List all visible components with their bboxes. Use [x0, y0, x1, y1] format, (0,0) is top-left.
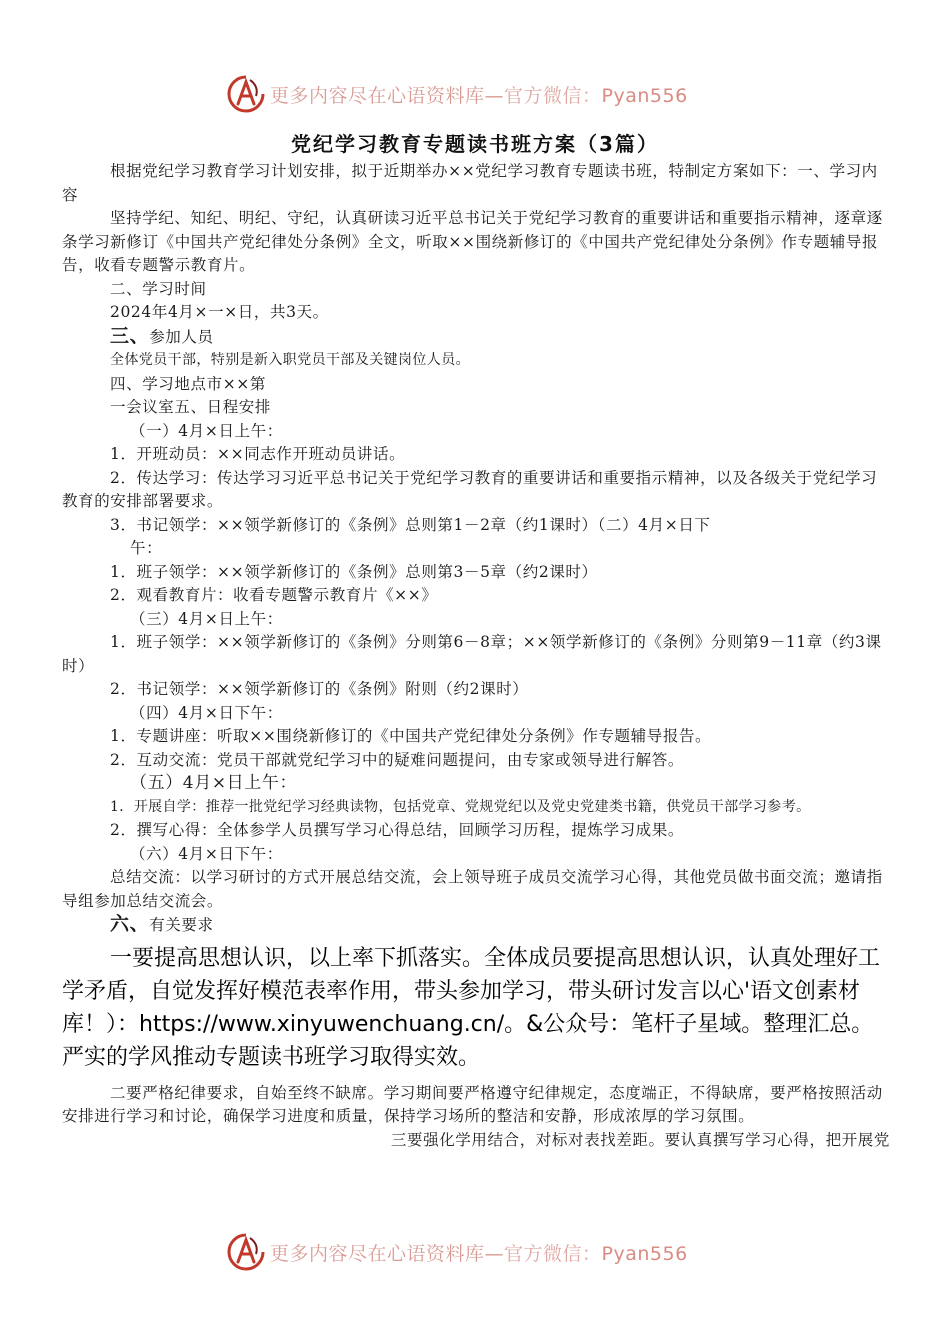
heading-participants — [62, 325, 890, 350]
schedule-item: 午： — [130, 539, 163, 557]
schedule-item: 2．书记领学：××领学新修订的《条例》附则（约2课时） — [110, 680, 529, 698]
heading-number: 三、 — [110, 324, 150, 347]
schedule-item: 1．班子领学：××领学新修订的《条例》分则第6－8章；××领学新修订的《条例》分则第9－11章（约3课时） — [62, 633, 882, 675]
schedule-item: 总结交流：以学习研讨的方式开展总结交流，会上领导班子成员交流学习心得，其他党员做书面交流；邀请指导组参加总结交流会。 — [62, 868, 883, 910]
schedule-day1: （一）4月×日上午： — [130, 421, 283, 440]
banner-wechat-id: Pyan556 — [601, 1242, 688, 1265]
banner-wechat-label: 官方微信： — [504, 84, 602, 107]
heading-text: 参加人员 — [149, 327, 214, 346]
schedule-item: 1．开展自学：推荐一批党纪学习经典读物，包括党章、党规党纪以及党史党建类书籍，供党员干部学习参考。 — [110, 798, 811, 815]
banner-text — [270, 1239, 688, 1266]
logo-icon — [226, 74, 266, 114]
banner-dash: — — [484, 84, 505, 107]
schedule-item: 2．撰写心得：全体参学人员撰写学习心得总结，回顾学习历程，提炼学习成果。 — [110, 821, 684, 839]
banner-wechat-id: Pyan556 — [601, 84, 688, 107]
requirement-1: 一要提高思想认识，以上率下抓落实。全体成员要提高思想认识，认真处理好工学矛盾，自觉发挥好模范表率作用，带头参加学习，带头研讨发言以心'语文创素材库！）：https://www.xinyuwenchuang.cn/。&公众号：笔杆子星域。整理汇总。严实的学风推动专题读书班学习取得实效。 — [62, 945, 881, 1070]
schedule-item: 3．书记领学：××领学新修订的《条例》总则第1－2章（约1课时）（二）4月×日下 — [110, 515, 711, 534]
paragraph-people: 全体党员干部，特别是新入职党员干部及关键岗位人员。 — [110, 352, 470, 368]
schedule-item: 2．观看教育片：收看专题警示教育片《××》 — [110, 586, 438, 604]
banner-dash: — — [484, 1242, 505, 1265]
header-banner — [226, 74, 688, 114]
banner-wechat-label: 官方微信： — [504, 1242, 602, 1265]
schedule-item: 2．互动交流：党员干部就党纪学习中的疑难问题提问，由专家或领导进行解答。 — [110, 750, 684, 769]
document-title: 党纪学习教育专题读书班方案（3篇） — [291, 132, 659, 156]
heading-number: 六、 — [110, 913, 150, 935]
schedule-item: 1．专题讲座：听取××围绕新修订的《中国共产党纪律处分条例》作专题辅导报告。 — [110, 727, 712, 745]
schedule-item: 1．开班动员：××同志作开班动员讲话。 — [110, 445, 406, 463]
requirement-2: 二要严格纪律要求，自始至终不缺席。学习期间要严格遵守纪律规定，态度端正，不得缺席，要严格按照活动安排进行学习和讨论，确保学习进度和质量，保持学习场所的整洁和安静，形成浓厚的学习氛围。 — [62, 1083, 883, 1125]
schedule-day3: （三）4月×日上午： — [130, 609, 283, 628]
schedule-day6: （六）4月×日下午： — [130, 844, 283, 863]
paragraph-content: 坚持学纪、知纪、明纪、守纪，认真研读习近平总书记关于党纪学习教育的重要讲话和重要指示精神，逐章逐条学习新修订《中国共产党纪律处分条例》全文，听取××围绕新修订的《中国共产党纪律处分条例》作专题辅导报告，收看专题警示教育片。 — [62, 209, 883, 274]
paragraph-intro: 根据党纪学习教育学习计划安排，拟于近期举办××党纪学习教育专题读书班，特制定方案如下：一、学习内容 — [62, 162, 878, 204]
logo-icon — [226, 1232, 266, 1272]
heading-location: 四、学习地点市××第 — [110, 374, 266, 393]
schedule-day4: （四）4月×日下午： — [130, 703, 283, 722]
footer-banner — [226, 1232, 688, 1272]
banner-main-text: 更多内容尽在心语资料库 — [270, 1242, 485, 1265]
heading-text: 有关要求 — [149, 916, 214, 934]
schedule-item: 2．传达学习：传达学习习近平总书记关于党纪学习教育的重要讲话和重要指示精神，以及各级关于党纪学习教育的安排部署要求。 — [62, 468, 878, 510]
requirement-3: 三要强化学用结合，对标对表找差距。要认真撰写学习心得，把开展党 — [390, 1130, 890, 1149]
heading-study-time: 二、学习时间 — [110, 279, 207, 298]
paragraph-time: 2024年4月×一×日，共3天。 — [110, 303, 329, 321]
schedule-day5: （五）4月×日上午： — [130, 773, 298, 793]
banner-main-text: 更多内容尽在心语资料库 — [270, 84, 485, 107]
heading-requirements — [62, 913, 890, 938]
banner-text — [270, 81, 688, 108]
heading-schedule: 一会议室五、日程安排 — [110, 398, 272, 416]
schedule-item: 1．班子领学：××领学新修订的《条例》总则第3－5章（约2课时） — [110, 562, 598, 581]
document-body — [62, 160, 890, 1152]
